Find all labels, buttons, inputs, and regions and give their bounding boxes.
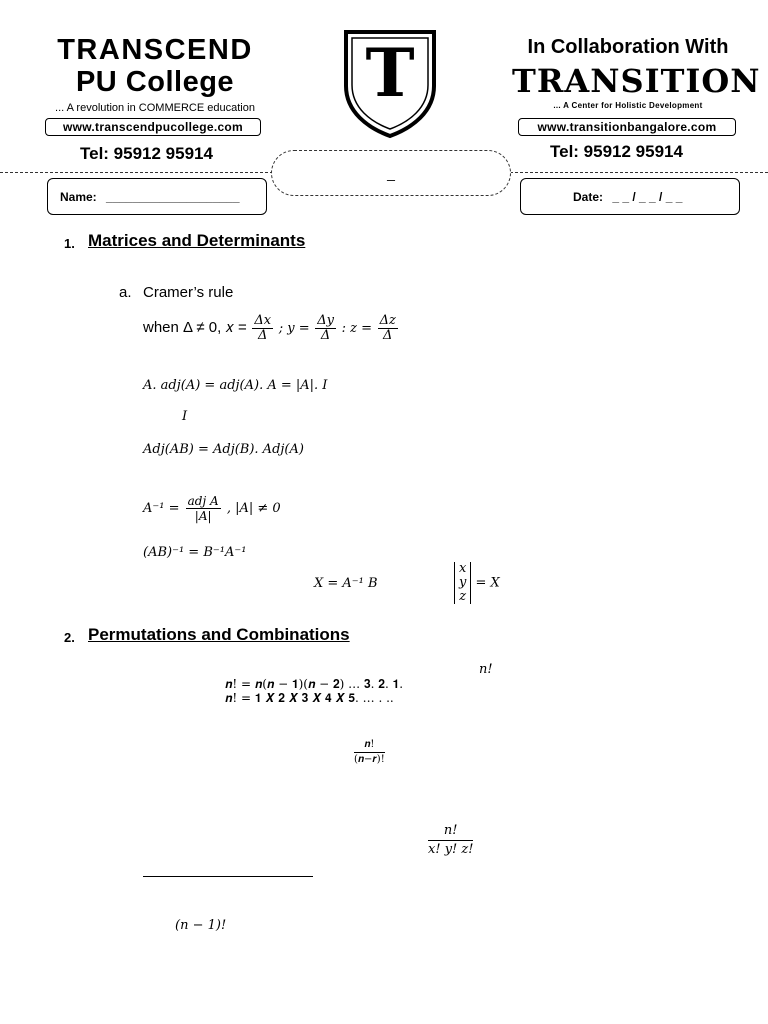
transcend-brand xyxy=(44,34,266,114)
factorial-expansion: 𝒏! = 𝟏 𝑿 𝟐 𝑿 𝟑 𝑿 𝟒 𝑿 𝟓. … . .. xyxy=(225,691,394,705)
transition-tagline: ... A Center for Holistic Development xyxy=(553,101,703,110)
collab-text: In Collaboration With xyxy=(527,36,729,58)
transcend-tel: Tel: 95912 95914 xyxy=(80,144,213,163)
perm-den: (𝒏−𝒓)! xyxy=(354,754,385,765)
inverse-lhs: 𝐴⁻¹ = xyxy=(143,501,180,516)
transcend-tagline: ... A revolution in COMMERCE education xyxy=(55,102,255,114)
transcend-url[interactable]: www.transcendpucollege.com xyxy=(45,118,261,136)
cramer-dx: Δ𝑥 xyxy=(254,313,272,328)
adjoint-equation: 𝐴. 𝑎𝑑𝑗(𝐴) = 𝑎𝑑𝑗(𝐴). 𝐴 = |𝐴|. 𝐼 xyxy=(143,378,328,393)
inverse-den: |𝐴| xyxy=(194,509,212,523)
transition-name: TRANSITION xyxy=(512,62,761,100)
perm-num: 𝒏! xyxy=(354,738,385,753)
inverse-product-equation: (𝐴𝐵)⁻¹ = 𝐵⁻¹𝐴⁻¹ xyxy=(143,545,247,560)
cramer-dz: Δ𝑧 xyxy=(379,313,396,328)
cramer-d1: Δ xyxy=(258,328,268,343)
factorial-definition: 𝒏! = 𝒏(𝒏 − 𝟏)(𝒏 − 𝟐) … 𝟑. 𝟐. 𝟏. xyxy=(225,677,404,691)
subsection-title: Cramer’s rule xyxy=(143,284,234,301)
transition-brand xyxy=(512,36,761,110)
solution-equation: 𝑋 = 𝐴⁻¹ 𝐵 xyxy=(314,576,378,591)
date-field[interactable] xyxy=(520,178,740,215)
inverse-num: 𝑎𝑑𝑗 𝐴 xyxy=(187,494,219,508)
cramer-rule-equation xyxy=(143,314,400,343)
permutation-formula xyxy=(352,738,387,767)
cramer-d3: Δ xyxy=(383,328,393,343)
multinomial-formula xyxy=(426,822,475,859)
matrix-entry-x: 𝑥 xyxy=(459,561,467,576)
blank-answer-line xyxy=(143,876,313,877)
cramer-mid1: ; 𝑦 = xyxy=(278,320,310,336)
n-factorial-label: 𝑛! xyxy=(479,662,493,677)
identity-symbol: 𝐼 xyxy=(182,409,188,424)
section-2-number: 2. xyxy=(64,630,75,645)
cramer-dy: Δ𝑦 xyxy=(317,313,334,328)
topic-text: _ xyxy=(387,165,395,181)
section-2-title: Permutations and Combinations xyxy=(88,625,350,644)
name-blank: ____________________ xyxy=(106,190,240,204)
cramer-mid2: : 𝑧 = xyxy=(341,320,372,336)
section-1-title: Matrices and Determinants xyxy=(88,231,306,250)
column-matrix-equation xyxy=(454,562,500,604)
transcend-name-line1: TRANSCEND xyxy=(57,34,253,66)
circular-permutation: (𝑛 − 1)! xyxy=(175,918,227,933)
topic-oval xyxy=(271,150,511,196)
matrix-entry-y: 𝑦 xyxy=(459,575,467,590)
inverse-equation xyxy=(143,494,281,523)
transcend-name-line2: PU College xyxy=(75,66,235,98)
matrix-entry-z: 𝑧 xyxy=(459,589,467,604)
cramer-d2: Δ xyxy=(320,328,331,343)
section-1-number: 1. xyxy=(64,236,75,251)
date-blank: _ _ / _ _ / _ _ xyxy=(612,190,683,204)
matrix-rhs: = 𝑋 xyxy=(475,575,500,591)
name-field[interactable] xyxy=(47,178,267,215)
multi-num: 𝑛! xyxy=(428,822,473,841)
logo-letter: T xyxy=(365,34,415,112)
name-label: Name: xyxy=(60,190,97,204)
adjoint-product-equation: 𝐴𝑑𝑗(𝐴𝐵) = 𝐴𝑑𝑗(𝐵). 𝐴𝑑𝑗(𝐴) xyxy=(143,442,304,457)
cramer-prefix: when Δ ≠ 0, 𝑥 = xyxy=(143,318,247,336)
subsection-marker: a. xyxy=(119,284,132,301)
column-matrix xyxy=(454,562,471,604)
inverse-rhs: , |𝐴| ≠ 0 xyxy=(226,501,281,516)
multi-den: 𝑥! 𝑦! 𝑧! xyxy=(428,842,474,857)
date-label: Date: xyxy=(573,190,604,204)
transition-tel: Tel: 95912 95914 xyxy=(550,142,683,161)
transition-url[interactable]: www.transitionbangalore.com xyxy=(518,118,736,136)
college-shield-logo xyxy=(342,28,438,140)
